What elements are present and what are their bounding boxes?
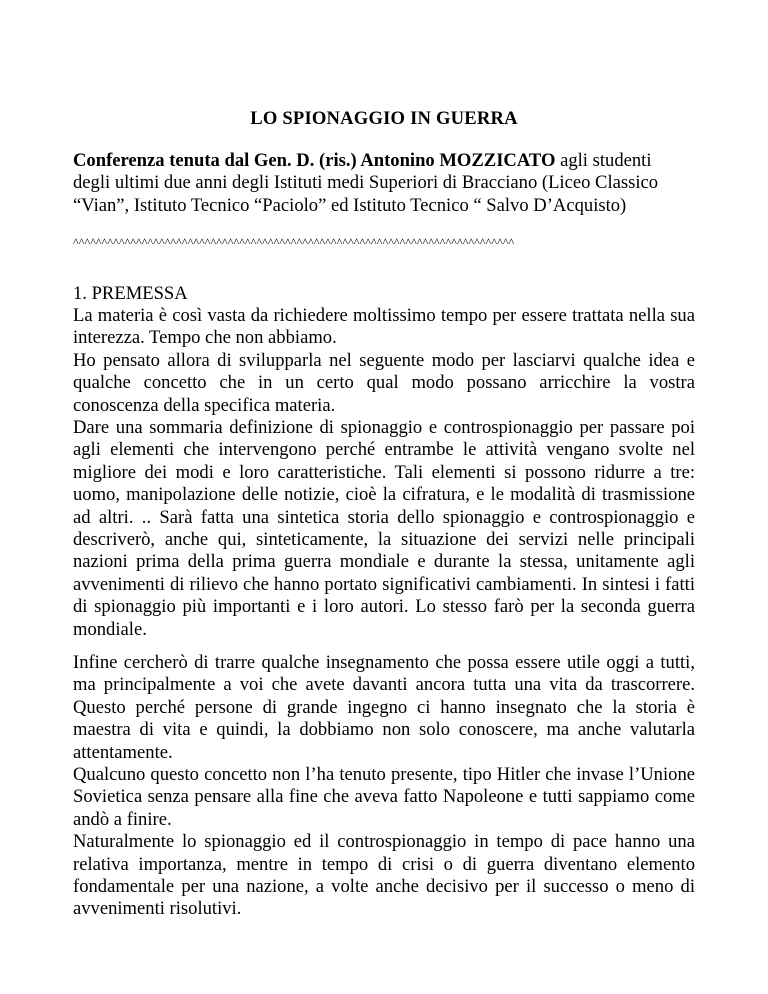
section-body-part-1 xyxy=(73,305,695,641)
paragraph: Dare una sommaria definizione di spionaggio e controspionaggio per passare poi agli elementi che intervengono perché entrambe le attività vengano svolte nel migliore dei modi e loro caratteristiche. Tali elementi si possono ridurre a tre: uomo, manipolazione delle notizie, cioè la cifratura, e le modalità di trasmissione ad altri. .. Sarà fatta una sintetica storia dello spionaggio e controspionaggio e descriverò, anche qui, sinteticamente, la situazione dei servizi nelle principali nazioni prima della prima guerra mondiale e durante la stessa, unitamente agli avvenimenti di rilievo che hanno portato significativi cambiamenti. In sintesi i fatti di spionaggio più importanti e i loro autori. Lo stesso farò per la seconda guerra mondiale. xyxy=(73,417,695,640)
paragraph: Ho pensato allora di svilupparla nel seguente modo per lasciarvi qualche idea e qualche concetto che in un certo qual modo possano arricchire la vostra conoscenza della specifica materia. xyxy=(73,349,695,416)
document-title: LO SPIONAGGIO IN GUERRA xyxy=(250,108,518,129)
paragraph: La materia è così vasta da richiedere moltissimo tempo per essere trattata nella sua interezza. Tempo che non abbiamo. xyxy=(73,305,695,349)
section-heading: 1. PREMESSA xyxy=(73,283,188,304)
conference-speaker: Conferenza tenuta dal Gen. D. (ris.) Antonino MOZZICATO xyxy=(73,150,556,171)
conference-intro xyxy=(73,150,693,217)
section-body-part-2 xyxy=(73,652,695,921)
separator-line: ^^^^^^^^^^^^^^^^^^^^^^^^^^^^^^^^^^^^^^^^^^^^^^^^^^^^^^^^^^^^^^^^^^^^^^^^^^^^^ xyxy=(73,236,515,248)
paragraph: Qualcuno questo concetto non l’ha tenuto presente, tipo Hitler che invase l’Unione Sovietica senza pensare alla fine che aveva fatto Napoleone e tutti sappiamo come andò a finire. xyxy=(73,764,695,830)
paragraph: Infine cercherò di trarre qualche insegnamento che possa essere utile oggi a tutti, ma principalmente a voi che avete davanti ancora tutta una vita da trascorrere. Questo perché persone di grande ingegno ci hanno insegnato che la storia è maestra di vita e quindi, la dobbiamo non solo conoscere, ma anche valutarla attentamente. xyxy=(73,652,695,763)
conference-audience: agli studenti degli ultimi due anni degli Istituti medi Superiori di Bracciano (Liceo Classico “Vian”, Istituto Tecnico “Paciolo” ed Istituto Tecnico “ Salvo D’Acquisto) xyxy=(73,150,659,216)
paragraph: Naturalmente lo spionaggio ed il controspionaggio in tempo di pace hanno una relativa importanza, mentre in tempo di crisi o di guerra diventano elemento fondamentale per una nazione, a volte anche decisivo per il successo o meno di avvenimenti risolutivi. xyxy=(73,831,695,920)
